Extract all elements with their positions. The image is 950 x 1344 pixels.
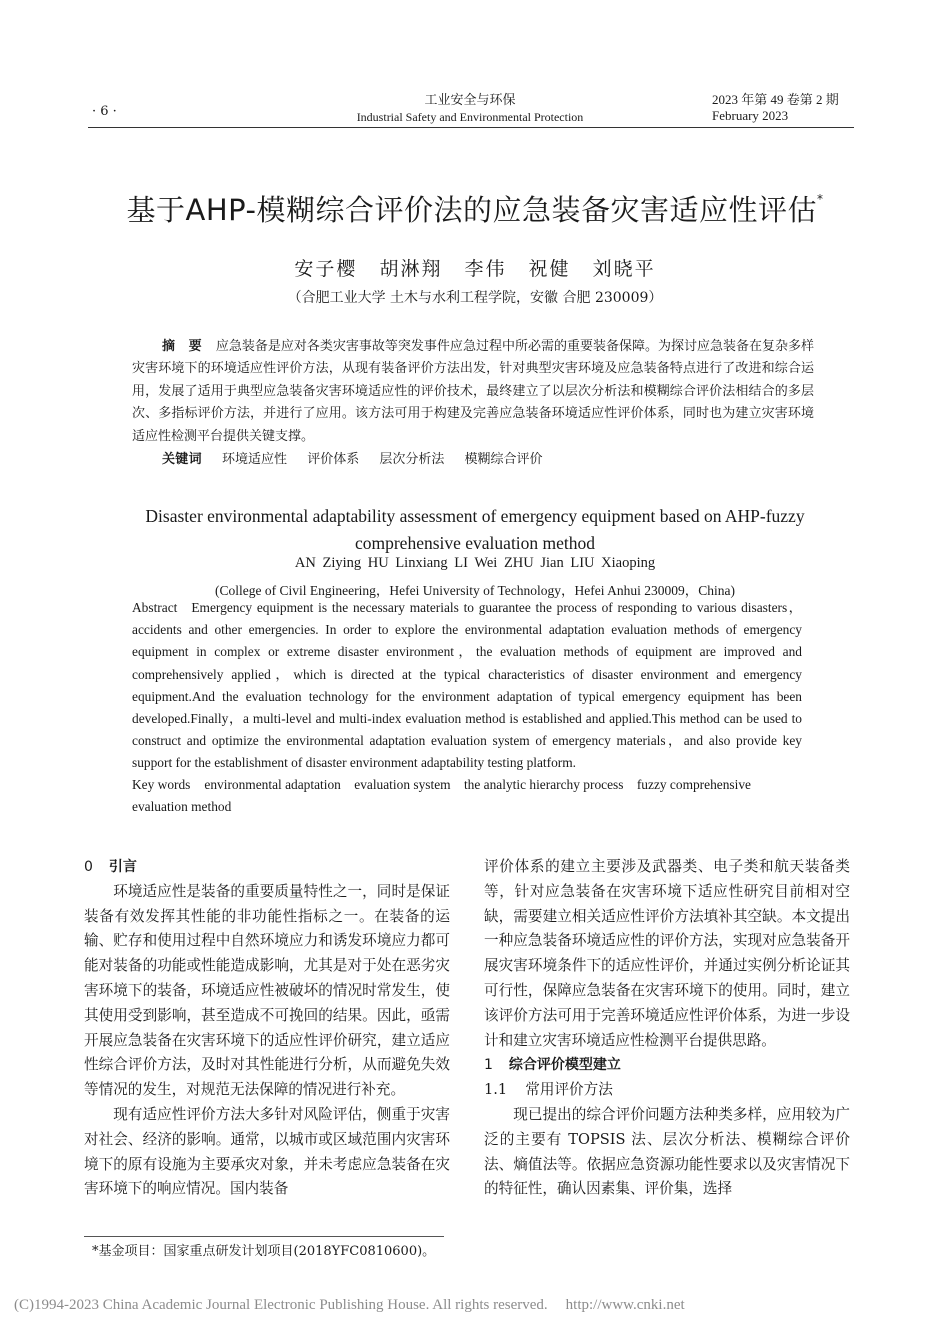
title-footnote-mark: * xyxy=(816,192,824,206)
abstract-cn-label: 摘 要 xyxy=(162,339,202,354)
section-number: 0 xyxy=(84,859,93,875)
english-keywords xyxy=(132,774,802,818)
section-heading-0 xyxy=(84,855,450,880)
body-paragraph: 评价体系的建立主要涉及武器类、电子类和航天装备类等，针对应急装备在灾害环境下适应性研究目前相对空缺，需要建立相关适应性评价方法填补其空缺。本文提出一种应急装备环境适应性的评价方法，实现对应急装备开展灾害环境条件下的适应性评价，并通过实例分析论证其可行性，保障应急装备在灾害环境下的使用。同时，建立该评价方法可用于完善环境适应性评价体系，为进一步设计和建立灾害环境适应性检测平台提供思路。 xyxy=(484,858,850,1049)
subsection-number: 1.1 xyxy=(484,1081,508,1099)
paper-title-text: 基于AHP-模糊综合评价法的应急装备灾害适应性评估 xyxy=(126,193,817,227)
keyword-cn-item: 模糊综合评价 xyxy=(464,452,543,467)
journal-name-en: Industrial Safety and Environmental Protection xyxy=(356,110,584,124)
page-number: · 6 · xyxy=(92,104,117,119)
english-abstract-label: Abstract xyxy=(132,600,178,615)
english-keywords-text: environmental adaptation evaluation system the analytic hierarchy process fuzzy comprehensive evaluation method xyxy=(132,777,755,815)
english-title xyxy=(110,503,840,557)
keywords-cn xyxy=(162,448,543,467)
section-title: 引言 xyxy=(108,859,137,875)
subsection-heading-1-1 xyxy=(484,1078,850,1103)
subsection-title: 常用评价方法 xyxy=(525,1081,613,1099)
english-title-line2: comprehensive evaluation method xyxy=(354,533,596,553)
english-affiliation: (College of Civil Engineering，Hefei University of Technology，Hefei Anhui 230009，China) xyxy=(215,583,735,598)
english-title-line1: Disaster environmental adaptability assessment of emergency equipment based on AHP-fuzzy xyxy=(145,506,805,526)
issue-cn: 2023 年第 49 卷第 2 期 xyxy=(712,92,839,107)
body-paragraph: 现有适应性评价方法大多针对风险评估，侧重于灾害对社会、经济的影响。通常，以城市或区域范围内灾害环境下的原有设施为主要承灾对象，并未考虑应急装备在灾害环境下的响应情况。国内装备 xyxy=(84,1105,450,1198)
section-heading-1 xyxy=(484,1053,850,1078)
authors: 安子樱 胡淋翔 李伟 祝健 刘晓平 xyxy=(294,258,656,280)
keyword-cn-item: 环境适应性 xyxy=(222,452,288,467)
keyword-cn-item: 评价体系 xyxy=(307,452,360,467)
body-column-right xyxy=(484,855,850,1202)
body-paragraph: 环境适应性是装备的重要质量特性之一，同时是保证装备有效发挥其性能的非功能性指标之一。在装备的运输、贮存和使用过程中自然环境应力和诱发环境应力都可能对装备的功能或性能造成影响，尤其是对于处在恶劣灾害环境下的装备，环境适应性被破坏的情况时常发生，使其使用受到影响，甚至造成不可挽回的结果。因此，亟需开展应急装备在灾害环境下的适应性评价研究，建立适应性综合评价方法，及时对其性能进行分析，从而避免失效等情况的发生，对规范无法保障的情况进行补充。 xyxy=(84,882,450,1099)
footnote-rule xyxy=(84,1236,444,1237)
journal-name-cn: 工业安全与环保 xyxy=(424,93,516,108)
issue-en: February 2023 xyxy=(712,108,789,123)
footnote: *基金项目：国家重点研发计划项目(2018YFC0810600)。 xyxy=(92,1244,436,1259)
header-rule xyxy=(88,127,854,128)
issue-info xyxy=(712,92,839,124)
keywords-cn-label: 关键词 xyxy=(162,452,202,467)
english-keywords-label: Key words xyxy=(132,777,191,792)
body-column-left xyxy=(84,855,450,1202)
journal-name xyxy=(300,92,640,126)
paper-title xyxy=(60,188,890,229)
section-title: 综合评价模型建立 xyxy=(508,1057,621,1074)
english-authors: AN Ziying HU Linxiang LI Wei ZHU Jian LIU Xiaoping xyxy=(294,555,656,571)
keyword-cn-item: 层次分析法 xyxy=(379,452,445,467)
english-abstract-text: Emergency equipment is the necessary materials to guarantee the process of responding to various disasters，accidents and other emergencies. In order to explore the environmental adaptation evaluation methods of emergency equipment in complex or extreme disaster environment，the evaluation methods of equipment are improved and comprehensively applied，which is directed at the typical characteristics of disaster environment and emergency equipment.And the evaluation technology for the environment adaptation of typical emergency equipment has been developed.Finally，a multi-level and multi-index evaluation method is established and applied.This method can be used to construct and optimize the environmental adaptation evaluation system of emergency materials，and also provide key support for the establishment of disaster environment adaptability testing platform. xyxy=(132,600,802,771)
copyright-footer xyxy=(14,1297,936,1314)
abstract-cn xyxy=(132,336,814,448)
copyright-text: (C)1994-2023 China Academic Journal Electronic Publishing House. All rights reserved. xyxy=(14,1297,548,1313)
body-paragraph: 现已提出的综合评价问题方法种类多样，应用较为广泛的主要有 TOPSIS 法、层次分析法、模糊综合评价法、熵值法等。依据应急资源功能性要求以及灾害情况下的特征性，确认因素集、评价集，选择 xyxy=(484,1105,850,1198)
abstract-cn-text: 应急装备是应对各类灾害事故等突发事件应急过程中所必需的重要装备保障。为探讨应急装备在复杂多样灾害环境下的环境适应性评价方法，从现有装备评价方法出发，针对典型灾害环境及应急装备特点进行了改进和综合运用，发展了适用于典型应急装备灾害环境适应性的评价技术，最终建立了以层次分析法和模糊综合评价法相结合的多层次、多指标评价方法，并进行了应用。该方法可用于构建及完善应急装备环境适应性评价体系，同时也为建立灾害环境适应性检测平台提供关键支撑。 xyxy=(132,339,814,444)
section-number: 1 xyxy=(484,1057,493,1074)
affiliation: （合肥工业大学 土木与水利工程学院，安徽 合肥 230009） xyxy=(287,290,663,306)
cnki-url: http://www.cnki.net xyxy=(565,1297,685,1313)
english-abstract xyxy=(132,597,802,775)
